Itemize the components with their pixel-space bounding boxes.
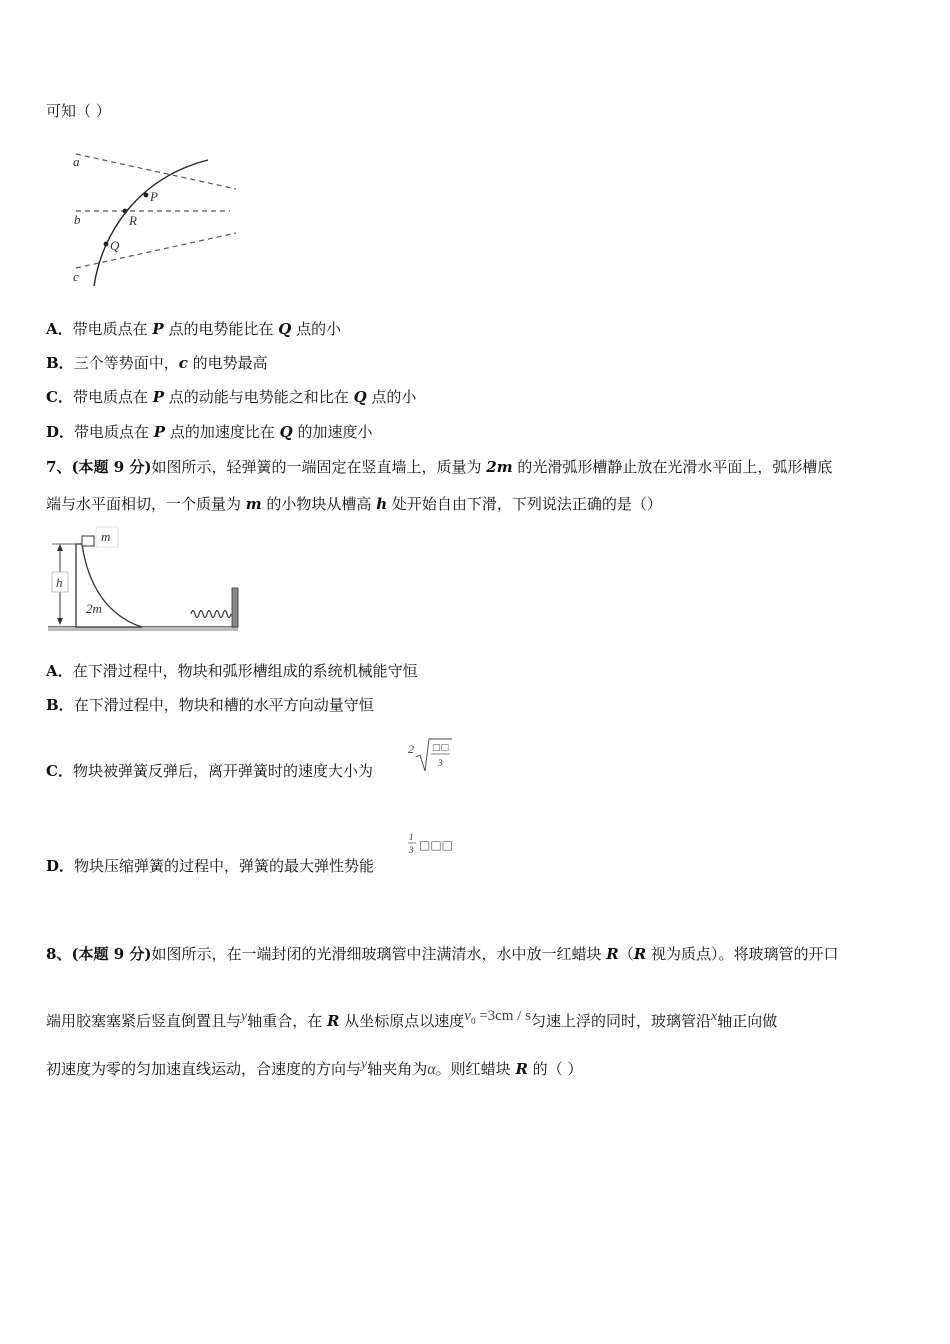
- var-m: m: [245, 495, 262, 513]
- stem-text: 的光滑弧形槽静止放在光滑水平面上，弧形槽底: [512, 458, 833, 476]
- option-text: 点的加速度比在: [165, 423, 280, 441]
- option-text: 点的动能与电势能之和比在: [164, 388, 354, 406]
- stem-text: 处开始自由下滑，下列说法正确的是（）: [387, 495, 662, 513]
- var-r: R: [606, 945, 619, 963]
- formula-denominator: 3: [409, 845, 414, 855]
- stem-text: 视为质点）。将玻璃管的开口: [646, 945, 839, 963]
- option-letter: D．: [46, 857, 75, 875]
- arrow-head-bottom: [57, 618, 63, 625]
- question-points: (本题 9 分): [71, 458, 152, 476]
- var-r: R: [633, 945, 647, 963]
- var-alpha: α: [427, 1061, 436, 1078]
- formula-denominator: 3: [438, 758, 443, 768]
- var-p: P: [152, 388, 165, 406]
- label-c: c: [73, 269, 79, 284]
- q6-option-b: [46, 353, 268, 373]
- stem-text: 轴夹角为: [367, 1060, 428, 1078]
- point-r-dot: [123, 209, 128, 214]
- stem-text: 如图所示，在一端封闭的光滑细玻璃管中注满清水，水中放一红蜡块: [151, 945, 607, 963]
- question-number: 8、: [46, 945, 72, 963]
- var-q: Q: [279, 423, 293, 441]
- q7-option-c: [46, 761, 373, 781]
- option-text: 在下滑过程中，物块和弧形槽组成的系统机械能守恒: [72, 662, 418, 680]
- q6-stem-tail: [46, 101, 111, 121]
- q7-option-d: [46, 856, 374, 876]
- velocity-expression: [464, 1006, 531, 1024]
- stem-text: 如图所示，轻弹簧的一端固定在竖直墙上，质量为: [151, 458, 487, 476]
- label-r: R: [129, 213, 137, 228]
- option-text: 带电质点在: [74, 423, 154, 441]
- formula-numerator: □□: [432, 743, 450, 753]
- q7-option-d-formula: [408, 830, 468, 862]
- option-letter: D．: [46, 423, 75, 441]
- var-p: P: [153, 423, 166, 441]
- stem-text: 端用胶塞塞紧后竖直倒置且与: [46, 1012, 242, 1030]
- stem-text: 。则红蜡块: [435, 1060, 516, 1078]
- option-letter: A．: [46, 320, 73, 338]
- question-number: 7、: [46, 458, 72, 476]
- option-letter: B．: [46, 354, 74, 372]
- option-text: 在下滑过程中，物块和槽的水平方向动量守恒: [73, 696, 374, 714]
- label-p: P: [150, 189, 158, 204]
- label-m: m: [101, 529, 111, 544]
- option-letter: C．: [46, 762, 73, 780]
- q8-stem-line1: [46, 944, 839, 964]
- formula-coef: 2: [408, 742, 414, 756]
- var-q: Q: [278, 320, 292, 338]
- option-text: 带电质点在: [72, 388, 153, 406]
- option-letter: B．: [46, 696, 74, 714]
- option-text: 点的小: [366, 388, 417, 406]
- wall: [232, 588, 238, 627]
- option-letter: A．: [46, 662, 73, 680]
- arrow-head-top: [57, 544, 63, 551]
- line-c: [76, 233, 236, 268]
- stem-text: 轴重合，在: [247, 1012, 328, 1030]
- var-r: R: [327, 1012, 340, 1030]
- var-h: h: [376, 495, 388, 513]
- label-b: b: [74, 212, 81, 227]
- q7-option-c-formula: [408, 735, 458, 775]
- label-h: h: [56, 575, 63, 590]
- var-2m: 2m: [486, 458, 513, 476]
- option-text: 物块压缩弹簧的过程中，弹簧的最大弹性势能: [74, 857, 375, 875]
- option-text: 三个等势面中，: [73, 354, 179, 372]
- var-v0: v: [464, 1008, 471, 1024]
- label-2m: 2m: [86, 601, 102, 616]
- stem-text: （: [618, 945, 634, 963]
- stem-text: 从坐标原点以速度: [339, 1012, 465, 1030]
- stem-text: 的小物块从槽高: [261, 495, 377, 513]
- q7-stem-line2: [46, 494, 662, 514]
- stem-text: 初速度为零的匀加速直线运动，合速度的方向与: [46, 1060, 362, 1078]
- q6-option-c: [46, 387, 416, 407]
- stem-text: 匀速上浮的同时，玻璃管沿: [530, 1012, 711, 1030]
- velocity-value: =3cm / s: [475, 1008, 531, 1024]
- point-q-dot: [104, 242, 109, 247]
- option-text: 点的电势能比在: [163, 320, 279, 338]
- option-text: 的电势最高: [187, 354, 268, 372]
- var-v0-subscript: 0: [470, 1016, 476, 1026]
- option-letter: C．: [46, 388, 73, 406]
- point-p-dot: [144, 193, 149, 198]
- var-q: Q: [353, 388, 367, 406]
- question-points: (本题 9 分): [71, 945, 152, 963]
- q7-figure: [46, 526, 246, 636]
- q7-option-a: [46, 661, 418, 681]
- q8-stem-line2: [46, 1005, 777, 1031]
- q8-stem-line3: [46, 1055, 582, 1080]
- var-c: c: [178, 354, 188, 372]
- q6-option-d: [46, 422, 372, 442]
- label-a: a: [73, 154, 80, 169]
- option-text: 带电质点在: [72, 320, 153, 338]
- spring-coil: [191, 611, 231, 618]
- var-r: R: [515, 1060, 528, 1078]
- var-p: P: [152, 320, 164, 338]
- formula-rest: □□□: [419, 838, 454, 852]
- option-text: 物块被弹簧反弹后，离开弹簧时的速度大小为: [72, 762, 373, 780]
- var-x: x: [711, 1009, 718, 1024]
- option-text: 的加速度小: [292, 423, 373, 441]
- q6-figure: [68, 148, 268, 298]
- q6-stem-text: 可知（ ）: [46, 102, 111, 120]
- q7-stem-line1: [46, 457, 832, 477]
- label-q: Q: [110, 238, 120, 253]
- var-y: y: [361, 1057, 368, 1072]
- option-text: 点的小: [291, 320, 342, 338]
- stem-text: 轴正向做: [717, 1012, 778, 1030]
- stem-text: 端与水平面相切，一个质量为: [46, 495, 246, 513]
- stem-text: 的（ ）: [527, 1060, 583, 1078]
- var-y: y: [241, 1009, 248, 1024]
- q7-option-b: [46, 695, 374, 715]
- block-m: [82, 536, 94, 546]
- formula-numerator: 1: [409, 832, 414, 842]
- q6-option-a: [46, 319, 341, 339]
